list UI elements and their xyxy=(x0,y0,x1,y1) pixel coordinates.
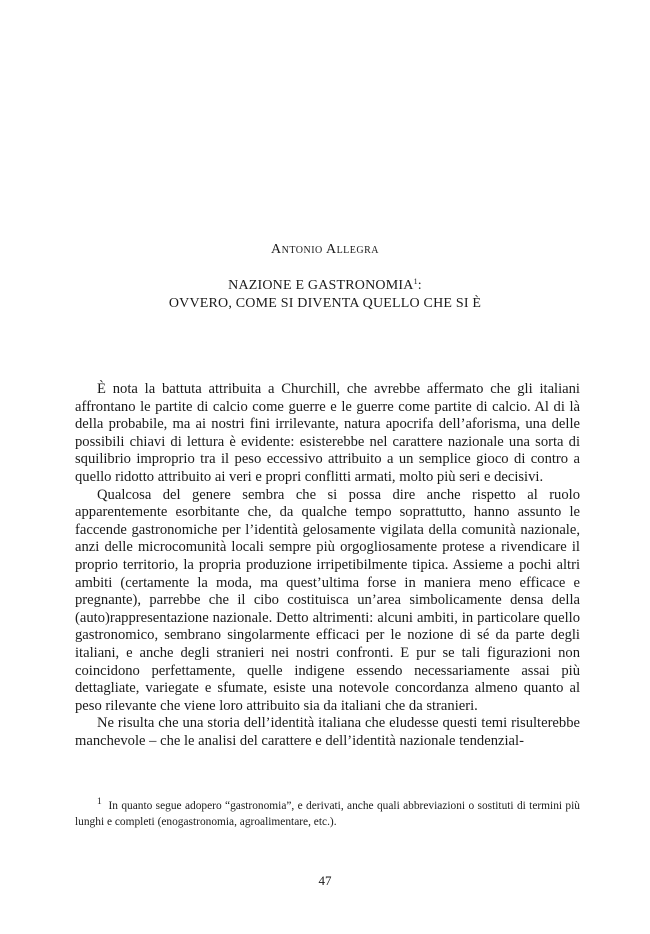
footnote-mark: 1 xyxy=(97,797,102,807)
title-line-2: OVVERO, COME SI DIVENTA QUELLO CHE SI È xyxy=(168,296,482,311)
footnote-text: In quanto segue adopero “gastronomia”, e derivati, anche quali abbreviazioni o sostituti di termini più lunghi e completi (enogastronomia, agroalimentare, etc.). xyxy=(75,799,580,828)
article-title xyxy=(0,277,650,313)
author-name: Antonio Allegra xyxy=(270,242,380,257)
title-line-1-colon: : xyxy=(417,278,422,293)
title-footnote-mark[interactable]: 1 xyxy=(413,277,418,286)
paragraph-1: È nota la battuta attribuita a Churchill, che avrebbe affermato che gli italiani affrontano le partite di calcio come guerre e le guerre come partite di calcio. Al di là della probabile, ma ai nostri fini irrilevante, natura apocrifa dell’aforisma, una delle possibili chiavi di lettura è evidente: esisterebbe nel carattere nazionale una sorta di squilibrio improprio tra il peso eccessivo attribuito a un semplice gioco di contro a quello ridotto attribuito ai veri e propri conflitti armati, molto più seri e decisivi. xyxy=(75,381,580,485)
footnote-1 xyxy=(75,794,580,830)
paragraph-3: Ne risulta che una storia dell’identità italiana che eludesse questi temi risulterebbe manchevole – che le analisi del carattere e dell’identità nazionale tendenzial- xyxy=(75,715,580,749)
title-line-1-text: NAZIONE E GASTRONOMIA xyxy=(228,278,414,293)
title-line-1 xyxy=(0,277,650,295)
footnote xyxy=(75,794,580,830)
page-number: 47 xyxy=(318,873,332,888)
paragraph-2: Qualcosa del genere sembra che si possa dire anche rispetto al ruolo apparentemente esorbitante che, da qualche tempo soprattutto, hanno assunto le faccende gastronomiche per l’identità gelosamente vigilata della comunità nazionale, anzi delle microcomunità locali sempre più orgogliosamente protese a rivendicare il proprio territorio, la propria produzione irripetibilmente tipica. Assieme a pochi altri ambiti (certamente la moda, ma quest’ultima forse in maniera meno efficace e pregnante), parrebbe che il cibo costituisca un’area simbolicamente densa della (auto)rappresentazione nazionale. Detto altrimenti: alcuni ambiti, in particolare quello gastronomico, sembrano singolarmente efficaci per le nozione di sé da parte degli italiani, e anche degli stranieri nei nostri confronti. E pur se tali figurazioni non coincidono perfettamente, quelle indigene essendo necessariamente assai più dettagliate, variegate e sfumate, esiste una notevole concordanza almeno quanto al peso rilevante che viene loro attribuito sia da italiani che da stranieri. xyxy=(75,486,580,714)
body-text xyxy=(75,381,580,750)
